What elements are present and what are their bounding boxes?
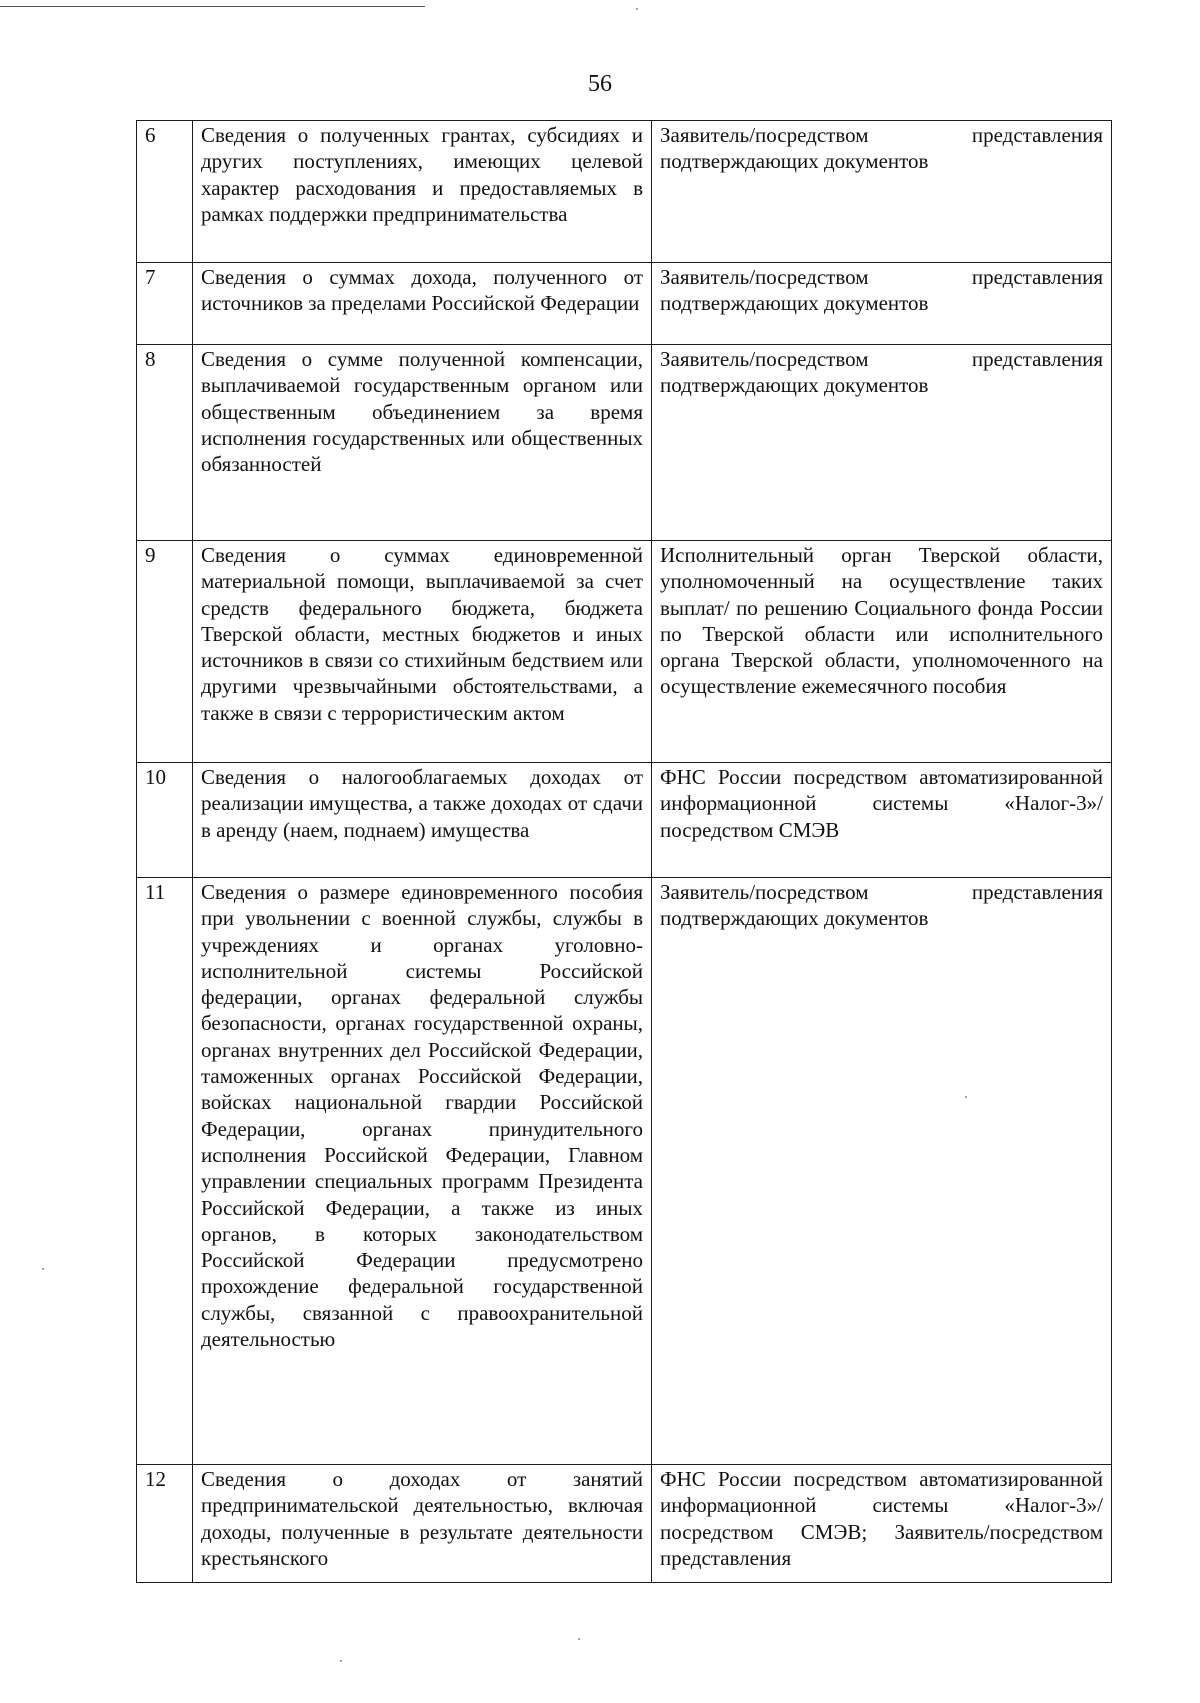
table-row (137, 1465, 1112, 1583)
row-number: 7 (137, 263, 193, 345)
row-number: 8 (137, 345, 193, 541)
row-number: 9 (137, 541, 193, 763)
info-source: ФНС России посредством автоматизированной информационной системы «Налог-3»/посредством СМЭВ (652, 763, 1112, 878)
table-row (137, 263, 1112, 345)
info-source: Заявитель/посредством представления подтверждающих документов (652, 345, 1112, 541)
row-number: 11 (137, 878, 193, 1465)
scan-speck (42, 1268, 44, 1270)
scan-speck (578, 1638, 580, 1640)
table-row (137, 121, 1112, 263)
info-description: Сведения о размере единовременного пособия при увольнении с военной службы, службы в учреждениях и органах уголовно-исполнительной системы Российской федерации, органах федеральной службы безопасности, органах государственной охраны, органах внутренних дел Российской Федерации, таможенных органах Российской Федерации, войсках национальной гвардии Российской Федерации, органах принудительного исполнения Российской Федерации, Главном управлении специальных программ Президента Российской Федерации, а также из иных органов, в которых законодательством Российской Федерации предусмотрено прохождение федеральной государственной службы, связанной с правоохранительной деятельностью (193, 878, 652, 1465)
table-row (137, 345, 1112, 541)
data-sources-table (136, 120, 1112, 1583)
row-number: 10 (137, 763, 193, 878)
info-description: Сведения о сумме полученной компенсации, выплачиваемой государственным органом или общественным объединением за время исполнения государственных или общественных обязанностей (193, 345, 652, 541)
info-description: Сведения о доходах от занятий предпринимательской деятельностью, включая доходы, полученные в результате деятельности крестьянского (193, 1465, 652, 1583)
scan-speck (965, 1096, 967, 1098)
page-number: 56 (588, 71, 612, 97)
info-source: ФНС России посредством автоматизированной информационной системы «Налог-3»/посредством СМЭВ; Заявитель/посредством представления (652, 1465, 1112, 1583)
info-description: Сведения о налогооблагаемых доходах от реализации имущества, а также доходах от сдачи в аренду (наем, поднаем) имущества (193, 763, 652, 878)
info-source: Заявитель/посредством представления подтверждающих документов (652, 121, 1112, 263)
row-number: 12 (137, 1465, 193, 1583)
info-description: Сведения о суммах единовременной материальной помощи, выплачиваемой за счет средств федерального бюджета, бюджета Тверской области, местных бюджетов и иных источников в связи со стихийным бедствием или другими чрезвычайными обстоятельствами, а также в связи с террористическим актом (193, 541, 652, 763)
scan-speck (636, 8, 638, 10)
table-row (137, 541, 1112, 763)
info-source: Исполнительный орган Тверской области, уполномоченный на осуществление таких выплат/ по решению Социального фонда России по Тверской области или исполнительного органа Тверской области, уполномоченного на осуществление ежемесячного пособия (652, 541, 1112, 763)
info-source: Заявитель/посредством представления подтверждающих документов (652, 263, 1112, 345)
info-source: Заявитель/посредством представления подтверждающих документов (652, 878, 1112, 1465)
info-description: Сведения о полученных грантах, субсидиях и других поступлениях, имеющих целевой характер расходования и предоставляемых в рамках поддержки предпринимательства (193, 121, 652, 263)
row-number: 6 (137, 121, 193, 263)
scan-speck (340, 1660, 342, 1662)
scan-border-line (0, 6, 425, 7)
info-description: Сведения о суммах дохода, полученного от источников за пределами Российской Федерации (193, 263, 652, 345)
table-row (137, 878, 1112, 1465)
table-row (137, 763, 1112, 878)
